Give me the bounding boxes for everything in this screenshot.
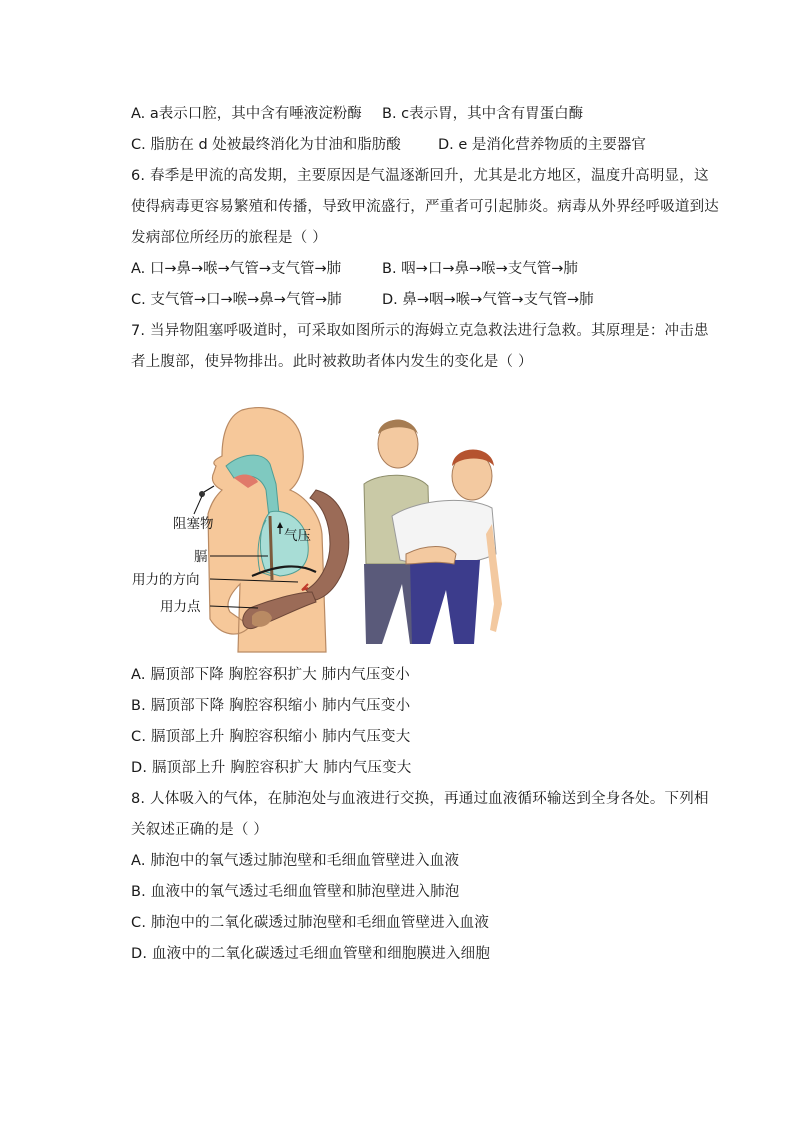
q7-stem-line-1: 7. 当异物阻塞呼吸道时，可采取如图所示的海姆立克急救法进行急救。其原理是：冲击患 xyxy=(131,323,709,339)
q5-option-c: C. 脂肪在 d 处被最终消化为甘油和脂肪酸 xyxy=(131,137,401,153)
label-force-point: 用力点 xyxy=(160,599,201,615)
cutaway-torso-illustration xyxy=(199,408,349,652)
q6-option-a: A. 口→鼻→喉→气管→支气管→肺 xyxy=(131,261,342,277)
q5-option-a: A. a表示口腔，其中含有唾液淀粉酶 xyxy=(131,106,362,122)
q8-option-a: A. 肺泡中的氧气透过肺泡壁和毛细血管壁进入血液 xyxy=(131,853,460,869)
q7-option-c: C. 膈顶部上升 胸腔容积缩小 肺内气压变大 xyxy=(131,729,411,745)
q5-option-d: D. e 是消化营养物质的主要器官 xyxy=(438,137,646,153)
q6-option-c: C. 支气管→口→喉→鼻→气管→肺 xyxy=(131,292,342,308)
q8-stem-line-2: 关叙述正确的是（ ） xyxy=(131,822,269,838)
q5-option-b: B. c表示胃，其中含有胃蛋白酶 xyxy=(382,106,584,122)
q6-stem-line-3: 发病部位所经历的旅程是（ ） xyxy=(131,230,327,246)
q8-option-c: C. 肺泡中的二氧化碳透过肺泡壁和毛细血管壁进入血液 xyxy=(131,915,490,931)
label-diaphragm: 膈 xyxy=(194,549,208,565)
label-obstruction: 阻塞物 xyxy=(173,516,214,532)
label-force-direction: 用力的方向 xyxy=(132,572,200,588)
rescuer-and-patient-illustration xyxy=(364,420,502,644)
q7-stem-line-2: 者上腹部，使异物排出。此时被救助者体内发生的变化是（ ） xyxy=(131,354,533,370)
q8-stem-line-1: 8. 人体吸入的气体，在肺泡处与血液进行交换，再通过血液循环输送到全身各处。下列相 xyxy=(131,791,709,807)
q7-option-a: A. 膈顶部下降 胸腔容积扩大 肺内气压变小 xyxy=(131,667,410,683)
q6-stem-line-1: 6. 春季是甲流的高发期，主要原因是气温逐渐回升，尤其是北方地区，温度升高明显，这 xyxy=(131,168,709,184)
q7-option-d: D. 膈顶部上升 胸腔容积扩大 肺内气压变大 xyxy=(131,760,412,776)
q6-stem-line-2: 使得病毒更容易繁殖和传播，导致甲流盛行，严重者可引起肺炎。病毒从外界经呼吸道到达 xyxy=(131,199,719,215)
q7-option-b: B. 膈顶部下降 胸腔容积缩小 肺内气压变小 xyxy=(131,698,411,714)
q8-option-d: D. 血液中的二氧化碳透过毛细血管壁和细胞膜进入细胞 xyxy=(131,946,491,962)
q8-option-b: B. 血液中的氧气透过毛细血管壁和肺泡壁进入肺泡 xyxy=(131,884,460,900)
heimlich-figure xyxy=(130,404,510,656)
q6-option-d: D. 鼻→咽→喉→气管→支气管→肺 xyxy=(382,292,594,308)
label-air-pressure: 气压 xyxy=(284,528,311,544)
q6-option-b: B. 咽→口→鼻→喉→支气管→肺 xyxy=(382,261,578,277)
